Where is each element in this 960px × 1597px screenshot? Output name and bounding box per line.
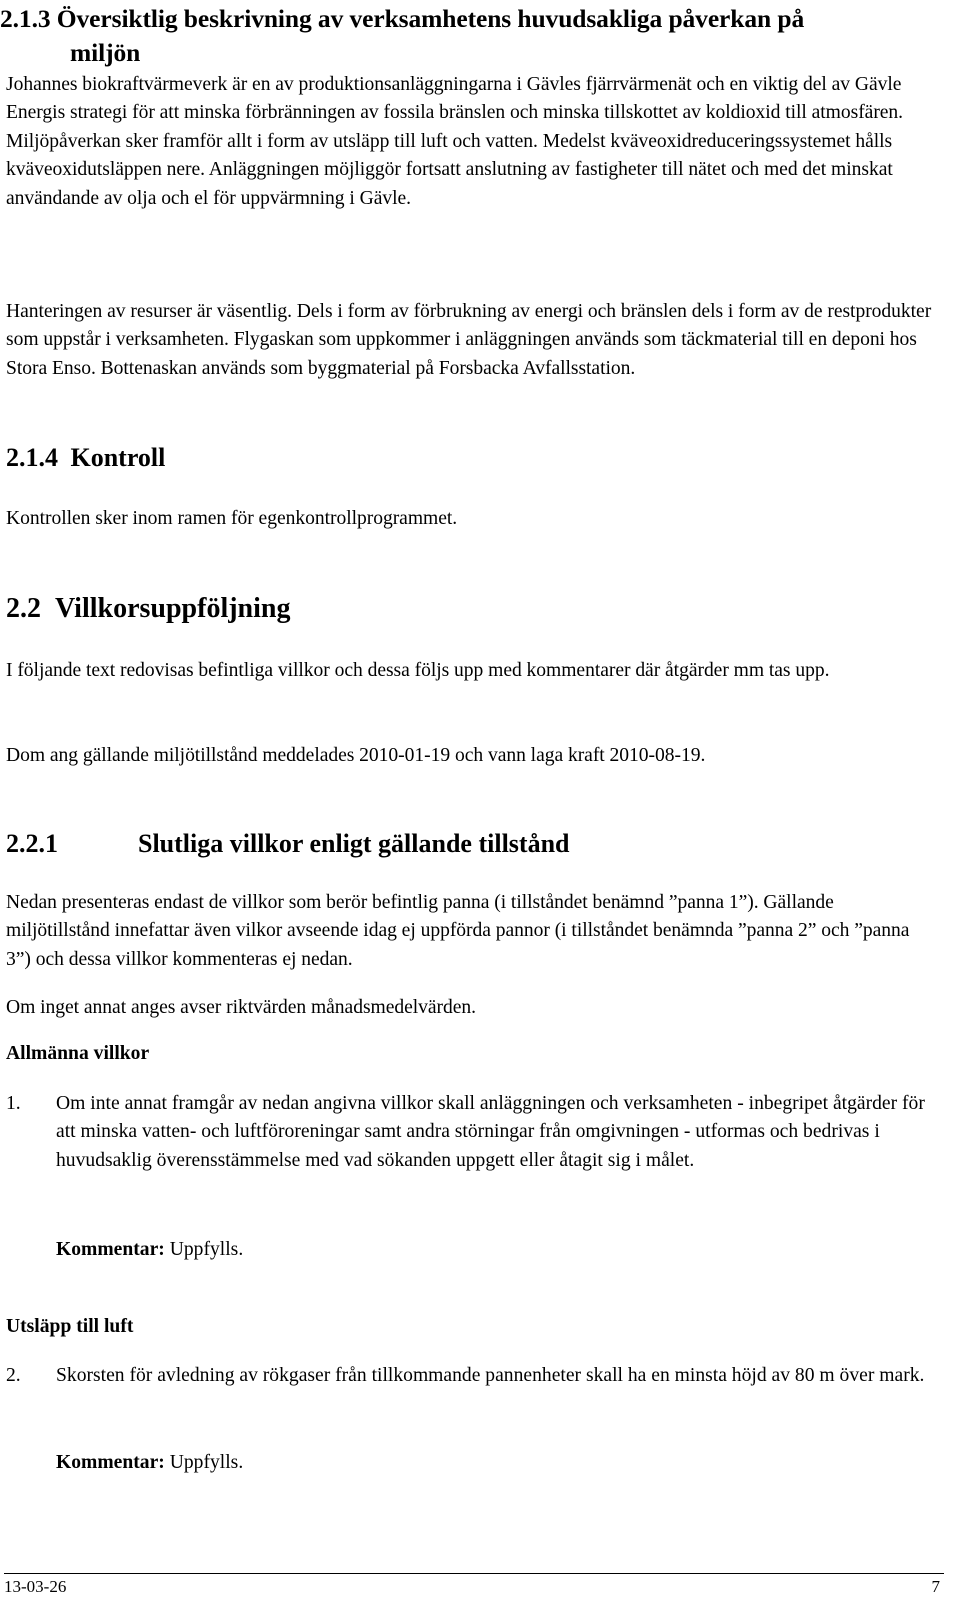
comment [56,1236,243,1264]
subheading-general-conditions: Allmänna villkor [6,1043,150,1064]
page-number: 7 [931,1577,940,1596]
comment-label: Kommentar: [56,1239,165,1260]
section-heading-2-1-4 [6,442,165,474]
paragraph-reference-values: Om inget annat anges avser riktvärden månadsmedelvärden. [6,997,476,1018]
condition-number: 2. [6,1365,21,1386]
comment-text: Uppfylls. [169,1239,244,1260]
condition-text: Skorsten för avledning av rökgaser från tillkommande pannenheter skall ha en minsta höjd av 80 m över mark. [56,1365,925,1386]
paragraph-final-conditions: Nedan presenteras endast de villkor som berör befintlig panna (i tillståndet benämnd ”panna 1”). Gällande miljötillstånd innefattar även vilkor avseende idag ej uppförda pannor (i tillståndet benämnda ”panna 2” och ”panna 3”) och dessa villkor kommenteras ej nedan. [6,892,910,970]
condition-item [6,1090,941,1175]
section-title: Villkorsuppföljning [55,593,291,624]
section-title: Kontroll [70,443,166,472]
comment-label: Kommentar: [56,1452,165,1473]
paragraph-intro: Johannes biokraftvärmeverk är en av produktionsanläggningarna i Gävles fjärrvärmenät och en viktig del av Gävle Energis strategi för att minska förbränningen av fossila bränslen och minska tillskottet av koldioxid till atmosfären. Miljöpåverkan sker framför allt i form av utsläpp till luft och vatten. Medelst kväveoxidreduceringssystemet hålls kväveoxidutsläppen nere. Anläggningen möjliggör fortsatt anslutning av fastigheter till nätet och med det minskat användande av olja och el för uppvärmning i Gävle. [6,74,904,209]
section-heading-2-1-3 [0,2,950,70]
footer-divider [4,1573,944,1574]
paragraph-conditions-intro: I följande text redovisas befintliga villkor och dessa följs upp med kommentarer där åtgärder mm tas upp. [6,660,830,681]
section-number: 2.1.3 [0,4,51,33]
section-title-line-2: miljön [70,38,141,67]
comment-text: Uppfylls. [169,1452,244,1473]
section-number: 2.2 [6,593,41,624]
condition-item [6,1362,941,1390]
paragraph-verdict-date: Dom ang gällande miljötillstånd meddelades 2010-01-19 och vann laga kraft 2010-08-19. [6,745,706,766]
paragraph-resources: Hanteringen av resurser är väsentlig. Dels i form av förbrukning av energi och bränslen dels i form av de restprodukter som uppstår i verksamheten. Flygaskan som uppkommer i anläggningen används som täckmaterial till en deponi hos Stora Enso. Bottenaskan används som byggmaterial på Forsbacka Avfallsstation. [6,301,932,379]
section-number: 2.2.1 [6,829,58,858]
comment [56,1449,243,1477]
condition-number: 1. [6,1093,21,1114]
section-title: Slutliga villkor enligt gällande tillstånd [138,829,570,858]
section-heading-2-2 [6,592,290,626]
condition-text: Om inte annat framgår av nedan angivna villkor skall anläggningen och verksamheten - inbegripet åtgärder för att minska vatten- och luftföroreningar samt andra störningar från omgivningen - utformas och bedrivas i huvudsaklig överensstämmelse med vad sökanden uppgett eller åtagit sig i målet. [56,1093,925,1171]
section-number: 2.1.4 [6,443,58,472]
section-heading-2-2-1 [6,828,570,860]
footer-date: 13-03-26 [4,1577,67,1596]
section-title-line-1: Översiktlig beskrivning av verksamhetens huvudsakliga påverkan på [56,4,805,33]
paragraph-control: Kontrollen sker inom ramen för egenkontrollprogrammet. [6,508,458,529]
subheading-air-emissions: Utsläpp till luft [6,1316,134,1337]
